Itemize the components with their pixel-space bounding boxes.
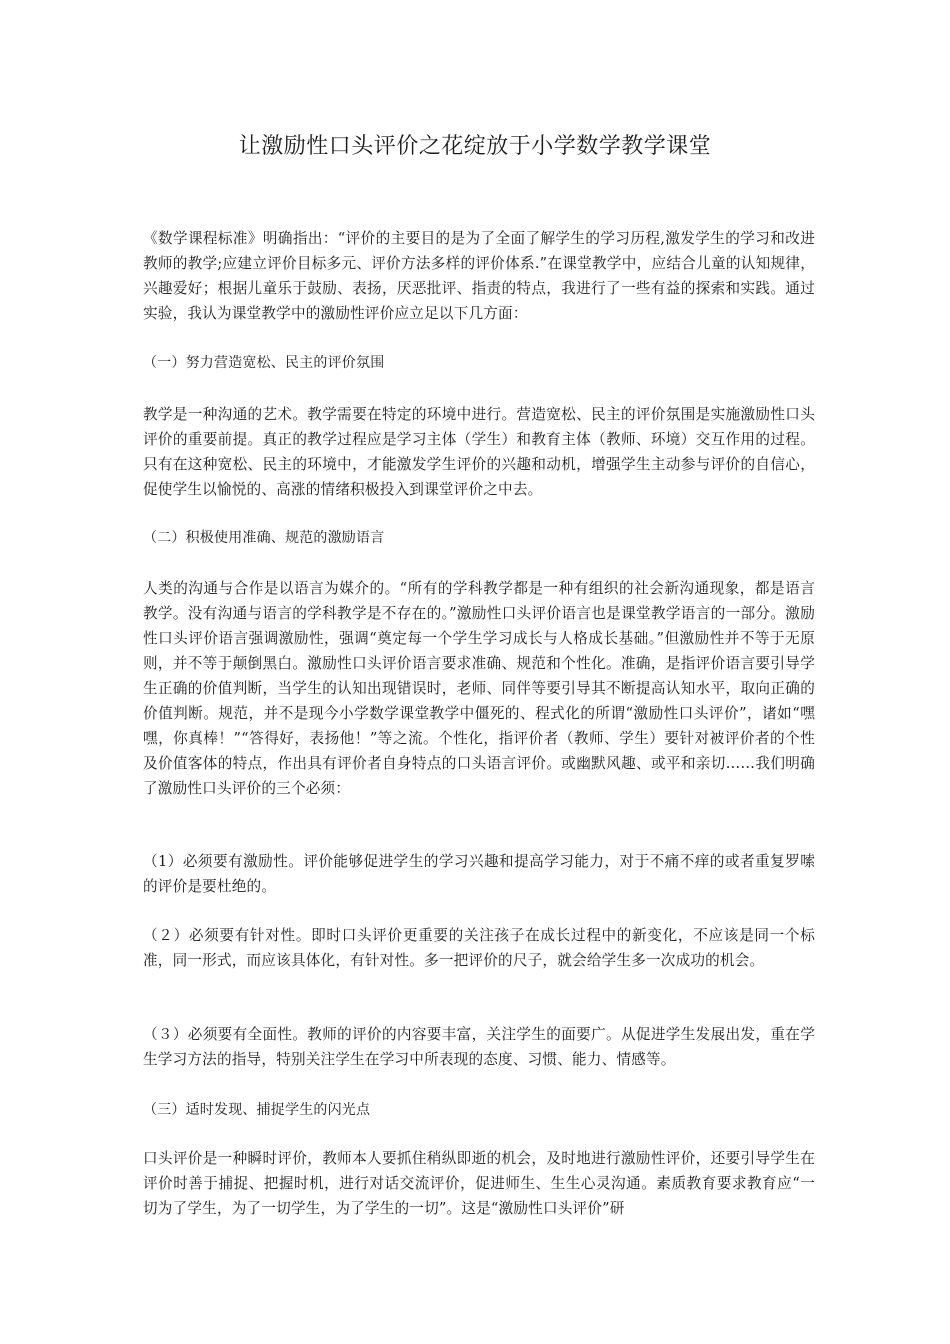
section-3-paragraph: 口头评价是一种瞬时评价，教师本人要抓住稍纵即逝的机会，及时地进行激励性评价，还要引导学生在评价时善于捕捉、把握时机，进行对话交流评价，促进师生、生生心灵沟通。素质教育要求教育应“一切为了学生，为了一切学生，为了学生的一切”。这是“激励性口头评价”研 [143, 1150, 815, 1217]
document-title: 让激励性口头评价之花绽放于小学数学教学课堂 [238, 134, 712, 159]
section-2-paragraph: 人类的沟通与合作是以语言为媒介的。“所有的学科教学都是一种有组织的社会新沟通现象，都是语言教学。没有沟通与语言的学科教学是不存在的。”激励性口头评价语言也是课堂教学语言的一部分。激励性口头评价语言强调激励性，强调“奠定每一个学生学习成长与人格成长基础。”但激励性并不等于无原则，并不等于颠倒黑白。激励性口头评价语言要求准确、规范和个性化。准确，是指评价语言要引导学生正确的价值判断，当学生的认知出现错误时，老师、同伴等要引导其不断提高认知水平，取向正确的价值判断。规范，并不是现今小学数学课堂教学中僵死的、程式化的所谓“激励性口头评价”，诸如“嘿嘿，你真棒！”“答得好，表扬他！”等之流。个性化，指评价者（教师、学生）要针对被评价者的个性及价值客体的特点，作出具有评价者自身特点的口头语言评价。或幽默风趣、或平和亲切……我们明确了激励性口头评价的三个必须： [143, 580, 815, 797]
point-3-paragraph: （３）必须要有全面性。教师的评价的内容要丰富，关注学生的面要广。从促进学生发展出发，重在学生学习方法的指导，特别关注学生在学习中所表现的态度、习惯、能力、情感等。 [143, 1026, 815, 1068]
section-1-paragraph: 教学是一种沟通的艺术。教学需要在特定的环境中进行。营造宽松、民主的评价氛围是实施激励性口头评价的重要前提。真正的教学过程应是学习主体（学生）和教育主体（教师、环境）交互作用的过程。只有在这种宽松、民主的环境中，才能激发学生评价的兴趣和动机，增强学生主动参与评价的自信心，促使学生以愉悦的、高涨的情绪积极投入到课堂评价之中去。 [143, 406, 815, 498]
section-2-heading: （二）积极使用准确、规范的激励语言 [143, 530, 385, 546]
point-1-paragraph: （1）必须要有激励性。评价能够促进学生的学习兴趣和提高学习能力，对于不痛不痒的或者重复罗嗦的评价是要杜绝的。 [143, 853, 815, 895]
section-3-heading: （三）适时发现、捕捉学生的闪光点 [143, 1102, 371, 1118]
point-2-paragraph: （２）必须要有针对性。即时口头评价更重要的关注孩子在成长过程中的新变化，不应该是同一个标准，同一形式，而应该具体化，有针对性。多一把评价的尺子，就会给学生多一次成功的机会。 [143, 927, 815, 969]
section-1-heading: （一）努力营造宽松、民主的评价氛围 [143, 355, 385, 371]
intro-paragraph: 《数学课程标准》明确指出：“评价的主要目的是为了全面了解学生的学习历程,激发学生的学习和改进教师的教学;应建立评价目标多元、评价方法多样的评价体系.”在课堂教学中，应结合儿童的认知规律，兴趣爱好；根据儿童乐于鼓励、表扬，厌恶批评、指责的特点，我进行了一些有益的探索和实践。通过实验，我认为课堂教学中的激励性评价应立足以下几方面： [143, 230, 815, 322]
